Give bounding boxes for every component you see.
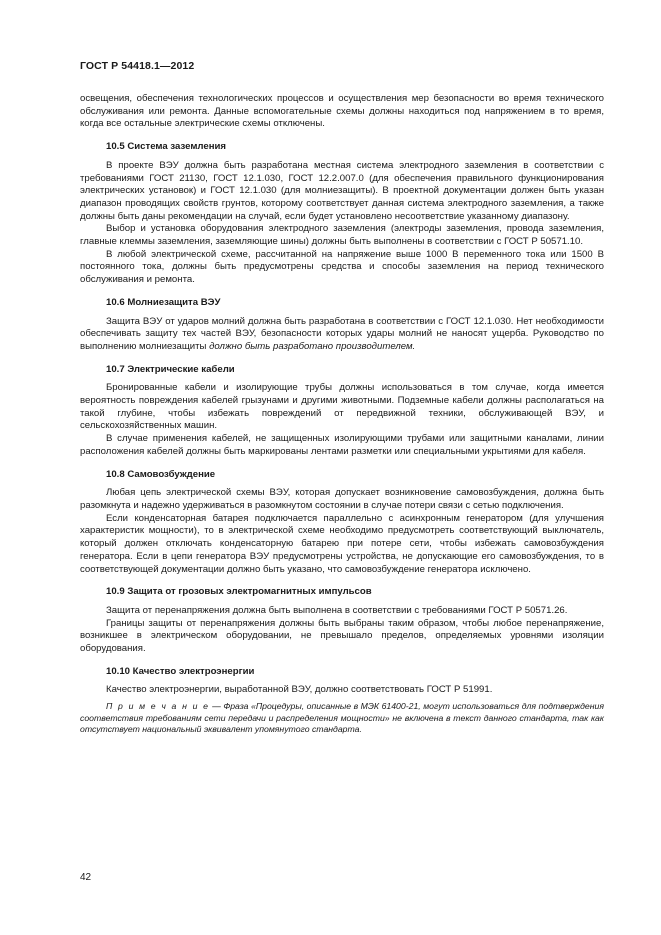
section-heading-10-7: 10.7 Электрические кабели xyxy=(106,363,235,375)
section-heading-10-8: 10.8 Самовозбуждение xyxy=(106,468,216,480)
standard-header: ГОСТ Р 54418.1—2012 xyxy=(80,60,195,72)
section-heading-10-5: 10.5 Система заземления xyxy=(106,141,227,153)
paragraph: Выбор и установка оборудования электродного заземления (электроды заземления, провода заземления, главные клеммы заземления, заземляющие шины) должны быть выполнены в соответствии с ГОСТ Р 50571.10. xyxy=(80,223,604,248)
italic-text: должно быть разработано производителем. xyxy=(209,340,416,352)
paragraph: Качество электроэнергии, выработанной ВЭУ, должно соответствовать ГОСТ Р 51991. xyxy=(106,684,493,696)
paragraph: В случае применения кабелей, не защищенных изолирующими трубами или защитными каналами, линии расположения кабелей должны быть маркированы лентами разметки или специальными укрытиями для кабеля. xyxy=(80,433,604,457)
section-heading-10-6: 10.6 Молниезащита ВЭУ xyxy=(106,296,221,308)
intro-paragraph: освещения, обеспечения технологических процессов и осуществления мер безопасности во время технического обслуживания или ремонта. Данные вспомогательные схемы должны находиться под напряжением в то время, когда все остальные электрические схемы отключены. xyxy=(80,93,604,130)
paragraph: Защита от перенапряжения должна быть выполнена в соответствии с требованиями ГОСТ Р 50571.26. xyxy=(106,604,568,616)
section-heading-10-10: 10.10 Качество электроэнергии xyxy=(106,665,255,677)
note xyxy=(80,701,604,736)
paragraph: Бронированные кабели и изолирующие трубы должны использоваться в том случае, когда имеется вероятность повреждения кабелей грызунами и другими животными. Подземные кабели должны располагаться на такой глубине, чтобы избежать повреждений от передвижной техники, обслуживающей ВЭУ, и сельскохозяйственных машин. xyxy=(80,382,604,432)
paragraph: Если конденсаторная батарея подключается параллельно с асинхронным генератором (для улучшения характеристик мощности), то в электрической схеме необходимо предусмотреть соответствующий выключатель, который должен отключать конденсаторную батарею при потере сети, чтобы избежать самовозбуждения генератора. Если в цепи генератора ВЭУ предусмотрены устройства, не допускающие его самовозбуждения, то в соответствующей документации должно быть указано, что самовозбуждение генератора исключено. xyxy=(80,512,604,575)
paragraph-text: Защита ВЭУ от ударов молний должна быть разработана в соответствии с ГОСТ 12.1.030. Нет необходимости обеспечивать защиту тех частей ВЭУ, безопасности которых удары молний не наносят ущерба. Руководство по выполнению молниезащиты xyxy=(80,315,604,352)
page-number: 42 xyxy=(80,872,92,883)
paragraph: В любой электрической схеме, рассчитанной на напряжение выше 1000 В переменного тока или 1500 В постоянного тока, должны быть предусмотрены средства и способы заземления на период технического обслуживания и ремонта. xyxy=(80,248,604,286)
paragraph: Границы защиты от перенапряжения должны быть выбраны таким образом, чтобы любое перенапряжение, возникшее в электрическом оборудовании, не превышало пределов, определяемых уровнями изоляции оборудования. xyxy=(80,617,604,655)
section-heading-10-9: 10.9 Защита от грозовых электромагнитных импульсов xyxy=(106,586,372,598)
note-label: П р и м е ч а н и е xyxy=(106,701,210,712)
paragraph: Любая цепь электрической схемы ВЭУ, которая допускает возникновение самовозбуждения, должна быть разомкнута и надежно удерживаться в разомкнутом состоянии в случае потери связи с сетью подключения. xyxy=(80,487,604,511)
paragraph xyxy=(80,316,604,354)
note-text: — Фраза «Процедуры, описанные в МЭК 61400-21, могут использоваться для подтверждения соответствия требованиям сети передачи и распределения мощности» не включена в текст данного стандарта, так как отсутствует национальный эквивалент упомянутого стандарта. xyxy=(80,701,604,735)
paragraph: В проекте ВЭУ должна быть разработана местная система электродного заземления в соответствии с требованиями ГОСТ 21130, ГОСТ 12.1.030, ГОСТ 12.2.007.0 (для обеспечения правильного функционирования электрических установок) и ГОСТ 12.1.030 (для молниезащиты). В проектной документации должен быть указан диапазон проводящих свойств грунтов, которому соответствует данная система электродного заземления, а также должны быть даны рекомендации на случай, если будет установлено несоответствие указанному диапазону. xyxy=(80,159,604,222)
document-body xyxy=(80,93,604,736)
